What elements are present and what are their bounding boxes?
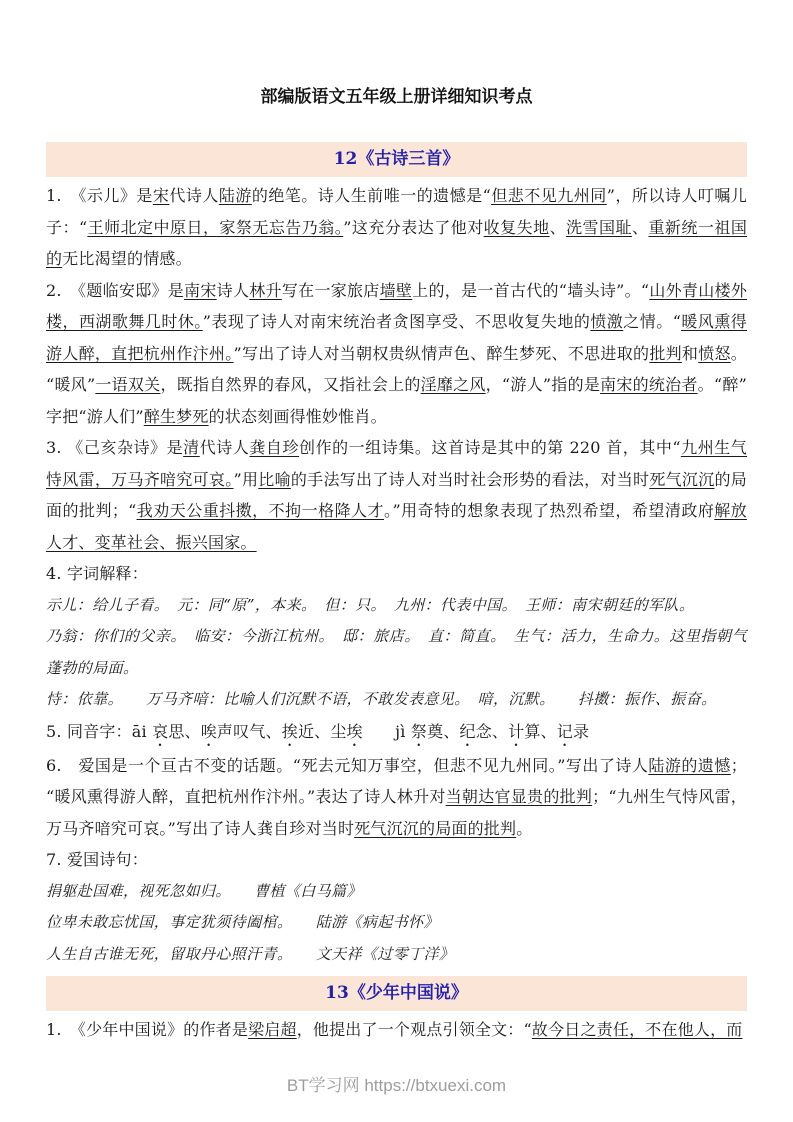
watermark-footer: BT学习网 https://btxuexi.com	[286, 1076, 507, 1095]
paragraph-verse-luyou: 位卑未敢忘忧国，事定犹须待阖棺。 陆游《病起书怀》	[46, 913, 439, 931]
paragraph-shier-intro: 1. 《示儿》是宋代诗人陆游的绝笔。诗人生前唯一的遗憾是“但悲不见九州同”，所以诗人叮嘱儿子：“王师北定中原日，家祭无忘告乃翁。”这充分表达了他对收复失地、洗雪国耻、重新统一祖国的无比渴望的情感。	[46, 186, 748, 268]
paragraph-word-explain-title: 4. 字词解释：	[46, 564, 148, 583]
paragraph-patriotism-summary: 6. 爱国是一个亘古不变的话题。“死去元知万事空，但悲不见九州同。”写出了诗人陆游的遗憾；“暖风熏得游人醉，直把杭州作汴州。”表达了诗人林升对当朝达官显贵的批判；“九州生气恃风雷，万马齐喑究可哀。”写出了诗人龚自珍对当时死气沉沉的局面的批判。	[46, 755, 747, 838]
paragraph-verse-wentianxiang: 人生自古谁无死，留取丹心照汗青。 文天祥《过零丁洋》	[46, 944, 455, 963]
section-heading-13: 13《少年中国说》	[46, 976, 747, 1011]
paragraph-patriotic-verses-title: 7. 爱国诗句：	[46, 850, 148, 869]
section-heading-12: 12《古诗三首》	[46, 142, 747, 177]
paragraph-word-explain-line3: 恃：依靠。 万马齐喑：比喻人们沉默不语，不敢发表意见。 喑，沉默。 抖擞：振作、振奋。	[46, 690, 717, 708]
document-title: 部编版语文五年级上册详细知识考点	[260, 87, 533, 107]
paragraph-word-explain-line1: 示儿：给儿子看。 元：同“原”，本来。 但：只。 九州：代表中国。 王师：南宋朝廷的军队。	[46, 595, 695, 614]
paragraph-homophones: 5. 同音字：āi 哀思、唉声叹气、挨近、尘埃 jì 祭奠、纪念、计算、记录	[46, 721, 590, 741]
paragraph-shaonianzhongguoshuo-intro: 1. 《少年中国说》的作者是梁启超，他提出了一个观点引领全文：“故今日之责任，不在他人，而	[46, 1020, 743, 1039]
paragraph-word-explain-line2: 乃翁：你们的父亲。 临安：今浙江杭州。 邸：旅店。 直：简直。 生气：活力，生命力。这里指朝气蓬勃的局面。	[46, 627, 747, 677]
paragraph-tilinandi-intro: 2. 《题临安邸》是南宋诗人林升写在一家旅店墙壁上的，是一首古代的“墙头诗”。“山外青山楼外楼，西湖歌舞几时休。”表现了诗人对南宋统治者贪图享受、不思收复失地的愤激之情。“暖风熏得游人醉，直把杭州作汴州。”写出了诗人对当朝权贵纵情声色、醉生梦死、不思进取的批判和愤怒。“暖风”一语双关，既指自然界的春风，又指社会上的淫靡之风，“游人”指的是南宋的统治者。“醉”字把“游人们”醉生梦死的状态刻画得惟妙惟肖。	[46, 280, 748, 426]
paragraph-verse-caozhi: 捐躯赴国难，视死忽如归。 曹植《白马篇》	[46, 881, 362, 900]
paragraph-jihaizashi-intro: 3. 《己亥杂诗》是清代诗人龚自珍创作的一组诗集。这首诗是其中的第 220 首，其中“九州生气恃风雷，万马齐喑究可哀。”用比喻的手法写出了诗人对当时社会形势的看法，对当时死气沉沉的局面的批判；“我劝天公重抖擞，不拘一格降人才。”用奇特的想象表现了热烈希望，希望清政府解放人才、变革社会、振兴国家。	[46, 438, 748, 552]
